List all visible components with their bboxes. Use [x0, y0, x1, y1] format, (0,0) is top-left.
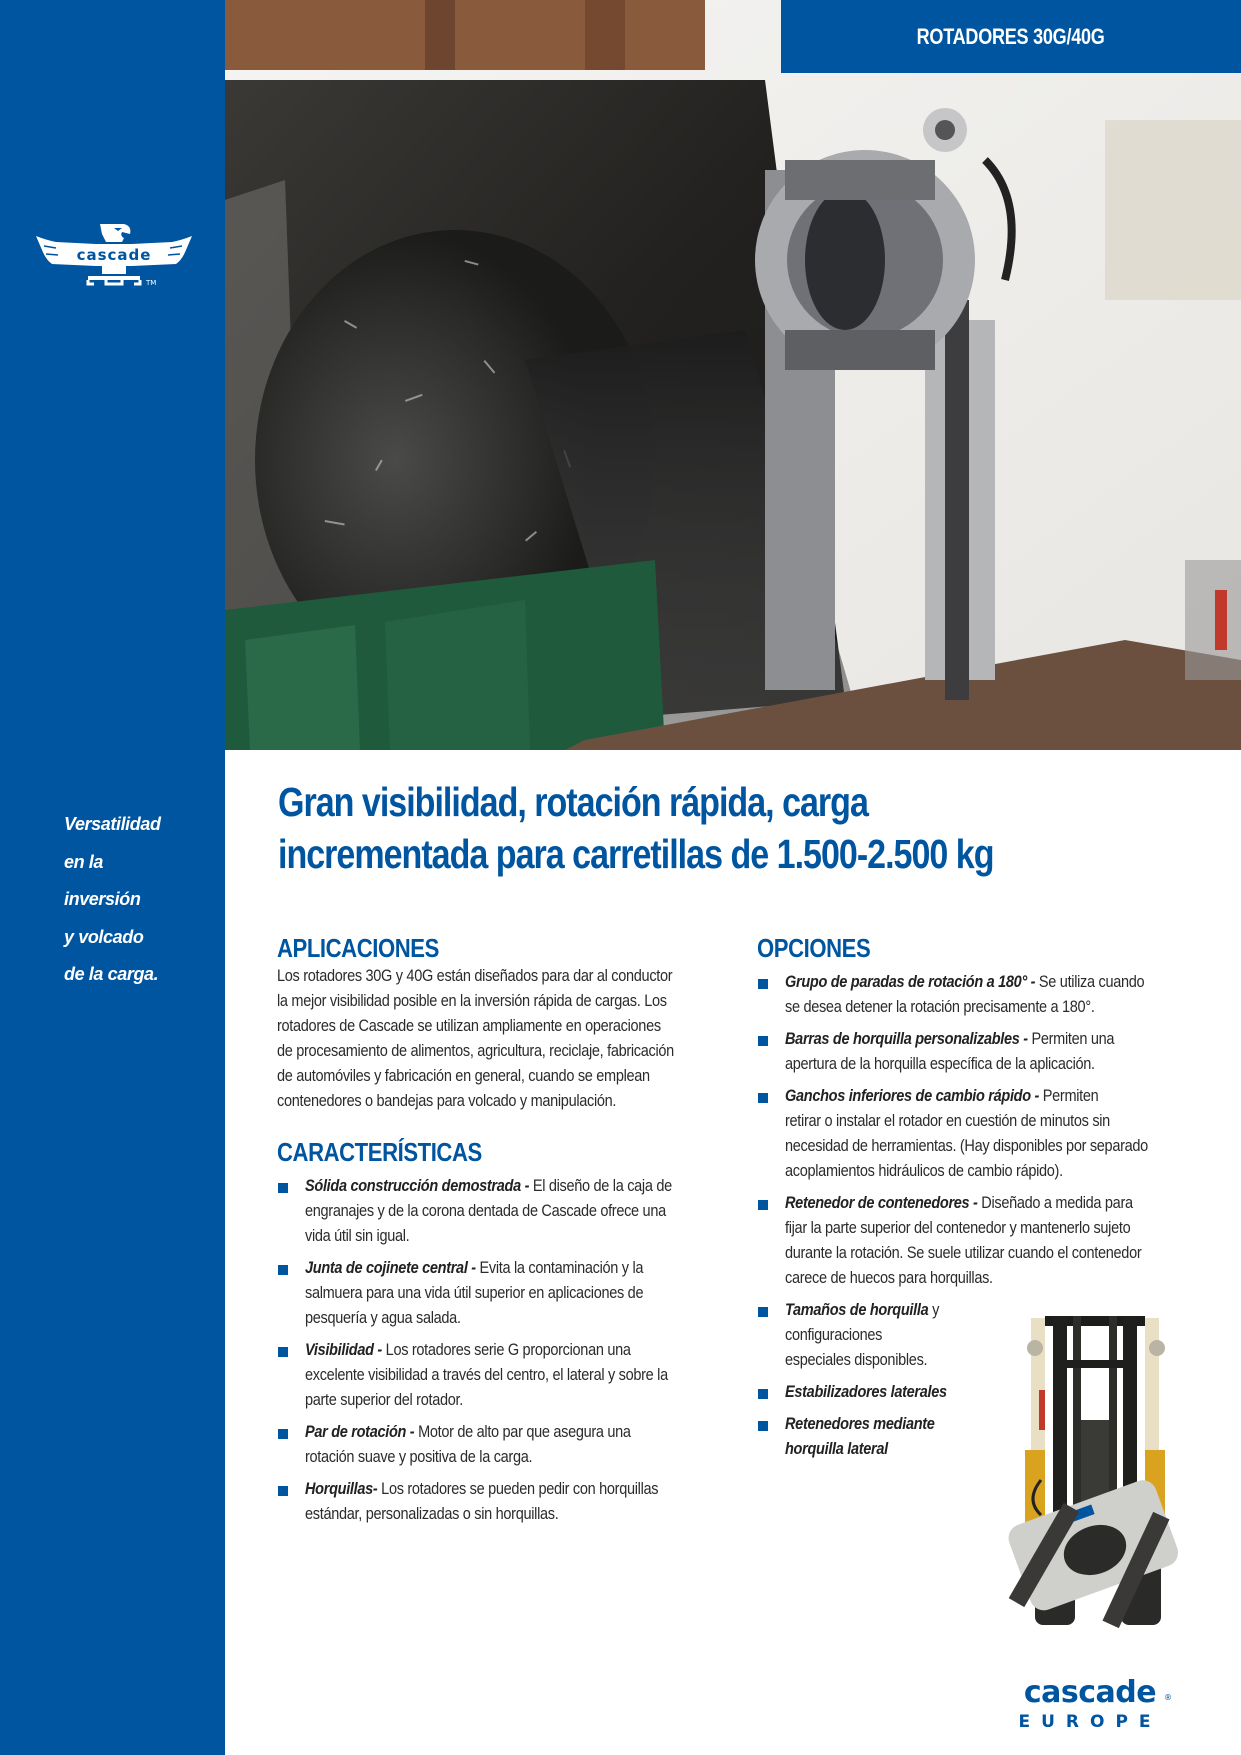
product-title: ROTADORES 30G/40G [917, 23, 1105, 49]
text-line: Los rotadores 30G y 40G están diseñados para dar al conductor [277, 967, 673, 985]
registered-mark: ® [1164, 1693, 1172, 1702]
aplicaciones-text [277, 964, 727, 1114]
bullet-square-icon [278, 1347, 288, 1357]
tagline-line: en la [64, 851, 104, 872]
option-item: Barras de horquilla personalizables - Permiten una apertura de la horquilla específica de la aplicación. [757, 1027, 1197, 1077]
bullet-square-icon [758, 979, 768, 989]
tagline-line: Versatilidad [64, 814, 161, 834]
feature-item: Par de rotación - Motor de alto par que asegura una rotación suave y positiva de la carga. [277, 1420, 727, 1470]
forklift-icon [995, 1300, 1195, 1640]
option-item: Retenedores mediante horquilla lateral [757, 1412, 1197, 1462]
bullet-square-icon [278, 1486, 288, 1496]
option-item: Retenedor de contenedores - Diseñado a medida para fijar la parte superior del contenedor y mantenerlo sujeto durante la rotación. Se suele utilizar cuando el contenedor carece de huecos para horquillas. [757, 1191, 1197, 1291]
headline-line: Gran visibilidad, rotación rápida, carga [278, 779, 868, 825]
headline [278, 776, 1228, 880]
option-item: Ganchos inferiores de cambio rápido - Permiten retirar o instalar el rotador en cuestión de minutos sin necesidad de herramientas. (Hay disponibles por separado acoplamientos hidráulicos de cambio rápido). [757, 1084, 1197, 1184]
aplicaciones-heading: APLICACIONES [277, 933, 439, 963]
bullet-square-icon [758, 1389, 768, 1399]
bullet-square-icon [758, 1421, 768, 1431]
opciones-heading: OPCIONES [757, 933, 871, 963]
forklift-with-rotator-image [995, 1300, 1195, 1640]
option-item: Tamaños de horquilla y configuraciones especiales disponibles. [757, 1298, 1197, 1373]
bullet-square-icon [278, 1429, 288, 1439]
text-line: la mejor visibilidad posible en la inversión rápida de cargas. Los [277, 992, 667, 1010]
tagline-line: y volcado [64, 926, 144, 947]
feature-item: Sólida construcción demostrada - El diseño de la caja de engranajes y de la corona dentada de Cascade ofrece una vida útil sin igual. [277, 1174, 727, 1249]
text-line: contenedores o bandejas para volcado y manipulación. [277, 1092, 617, 1110]
text-line: rotadores de Cascade se utilizan ampliamente en operaciones [277, 1017, 661, 1035]
tagline-line: de la carga. [64, 964, 159, 984]
sidebar [0, 0, 225, 1755]
bullet-square-icon [278, 1265, 288, 1275]
text-line: de procesamiento de alimentos, agricultura, reciclaje, fabricación [277, 1042, 674, 1060]
product-title-banner [781, 0, 1241, 73]
left-column [277, 932, 727, 1534]
option-item: Estabilizadores laterales [757, 1380, 1197, 1405]
caracteristicas-list [277, 1174, 727, 1527]
bullet-square-icon [758, 1200, 768, 1210]
cascade-europe-logo-icon [1012, 1676, 1172, 1732]
bullet-square-icon [758, 1093, 768, 1103]
bullet-square-icon [278, 1183, 288, 1193]
bullet-square-icon [758, 1036, 768, 1046]
tagline-line: inversión [64, 889, 141, 909]
option-item: Grupo de paradas de rotación a 180° - Se utiliza cuando se desea detener la rotación precisamente a 180°. [757, 970, 1197, 1020]
hero-photo [225, 0, 1241, 750]
cascade-eagle-logo [36, 222, 192, 288]
feature-item: Horquillas- Los rotadores se pueden pedir con horquillas estándar, personalizadas o sin horquillas. [277, 1477, 727, 1527]
bullet-square-icon [758, 1307, 768, 1317]
feature-item: Junta de cojinete central - Evita la contaminación y la salmuera para una vida útil superior en aplicaciones de pesquería y agua salada. [277, 1256, 727, 1331]
caracteristicas-heading: CARACTERÍSTICAS [277, 1137, 482, 1167]
trademark: TM [146, 279, 157, 287]
cascade-europe-logo [1012, 1676, 1172, 1732]
brand-name: cascade [1023, 1676, 1157, 1710]
feature-item: Visibilidad - Los rotadores serie G proporcionan una excelente visibilidad a través del centro, el lateral y sobre la parte superior del rotador. [277, 1338, 727, 1413]
headline-line: incrementada para carretillas de 1.500-2.500 kg [278, 831, 994, 877]
sidebar-tagline [64, 806, 214, 994]
text-line: de automóviles y fabricación en general, cuando se emplean [277, 1067, 650, 1085]
eagle-icon [36, 222, 192, 288]
brand-region: EUROPE [1018, 1712, 1162, 1732]
rotator-dumping-photo [225, 0, 1241, 750]
logo-text: cascade [76, 246, 152, 264]
